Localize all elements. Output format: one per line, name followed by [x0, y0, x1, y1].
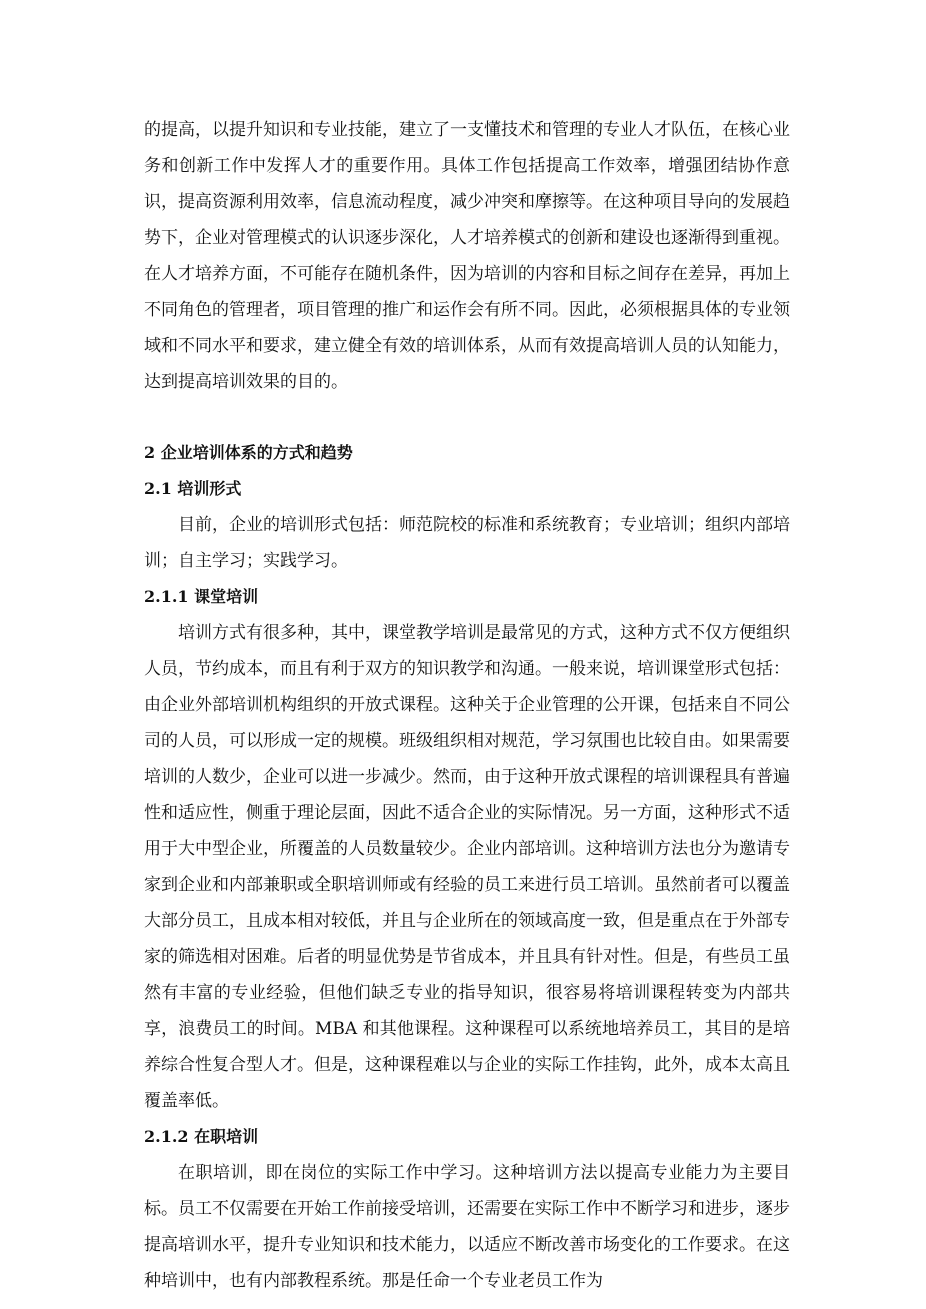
section-2-1-2-paragraph: 在职培训，即在岗位的实际工作中学习。这种培训方法以提高专业能力为主要目标。员工不仅需要在开始工作前接受培训，还需要在实际工作中不断学习和进步，逐步提高培训水平，提升专业知识和技术能力，以适应不断改善市场变化的工作要求。在这种培训中，也有内部教程系统。那是任命一个专业老员工作为 — [144, 1163, 790, 1291]
section-2-1-paragraph: 目前，企业的培训形式包括：师范院校的标准和系统教育；专业培训；组织内部培训；自主学习；实践学习。 — [144, 515, 790, 571]
intro-paragraph: 的提高，以提升知识和专业技能，建立了一支懂技术和管理的专业人才队伍，在核心业务和创新工作中发挥人才的重要作用。具体工作包括提高工作效率，增强团结协作意识，提高资源利用效率，信息流动程度，减少冲突和摩擦等。在这种项目导向的发展趋势下，企业对管理模式的认识逐步深化，人才培养模式的创新和建设也逐渐得到重视。在人才培养方面，不可能存在随机条件，因为培训的内容和目标之间存在差异，再加上不同角色的管理者，项目管理的推广和运作会有所不同。因此，必须根据具体的专业领域和不同水平和要求，建立健全有效的培训体系，从而有效提高培训人员的认知能力，达到提高培训效果的目的。 — [144, 120, 790, 392]
section-2-1-1-paragraph: 培训方式有很多种，其中，课堂教学培训是最常见的方式，这种方式不仅方便组织人员，节约成本，而且有利于双方的知识教学和沟通。一般来说，培训课堂形式包括：由企业外部培训机构组织的开放式课程。这种关于企业管理的公开课，包括来自不同公司的人员，可以形成一定的规模。班级组织相对规范，学习氛围也比较自由。如果需要培训的人数少，企业可以进一步减少。然而，由于这种开放式课程的培训课程具有普遍性和适应性，侧重于理论层面，因此不适合企业的实际情况。另一方面，这种形式不适用于大中型企业，所覆盖的人员数量较少。企业内部培训。这种培训方法也分为邀请专家到企业和内部兼职或全职培训师或有经验的员工来进行员工培训。虽然前者可以覆盖大部分员工，且成本相对较低，并且与企业所在的领域高度一致，但是重点在于外部专家的筛选相对困难。后者的明显优势是节省成本，并且具有针对性。但是，有些员工虽然有丰富的专业经验，但他们缺乏专业的指导知识，很容易将培训课程转变为内部共享，浪费员工的时间。MBA 和其他课程。这种课程可以系统地培养员工，其目的是培养综合性复合型人才。但是，这种课程难以与企业的实际工作挂钩，此外，成本太高且覆盖率低。 — [144, 623, 790, 1111]
document-page — [144, 112, 790, 1299]
section-2-1-1-heading: 2.1.1 课堂培训 — [144, 587, 259, 606]
section-2-1-2-heading: 2.1.2 在职培训 — [144, 1127, 259, 1146]
section-spacer — [144, 400, 790, 435]
section-2-1-heading: 2.1 培训形式 — [144, 479, 242, 498]
section-2-heading: 2 企业培训体系的方式和趋势 — [144, 443, 353, 462]
